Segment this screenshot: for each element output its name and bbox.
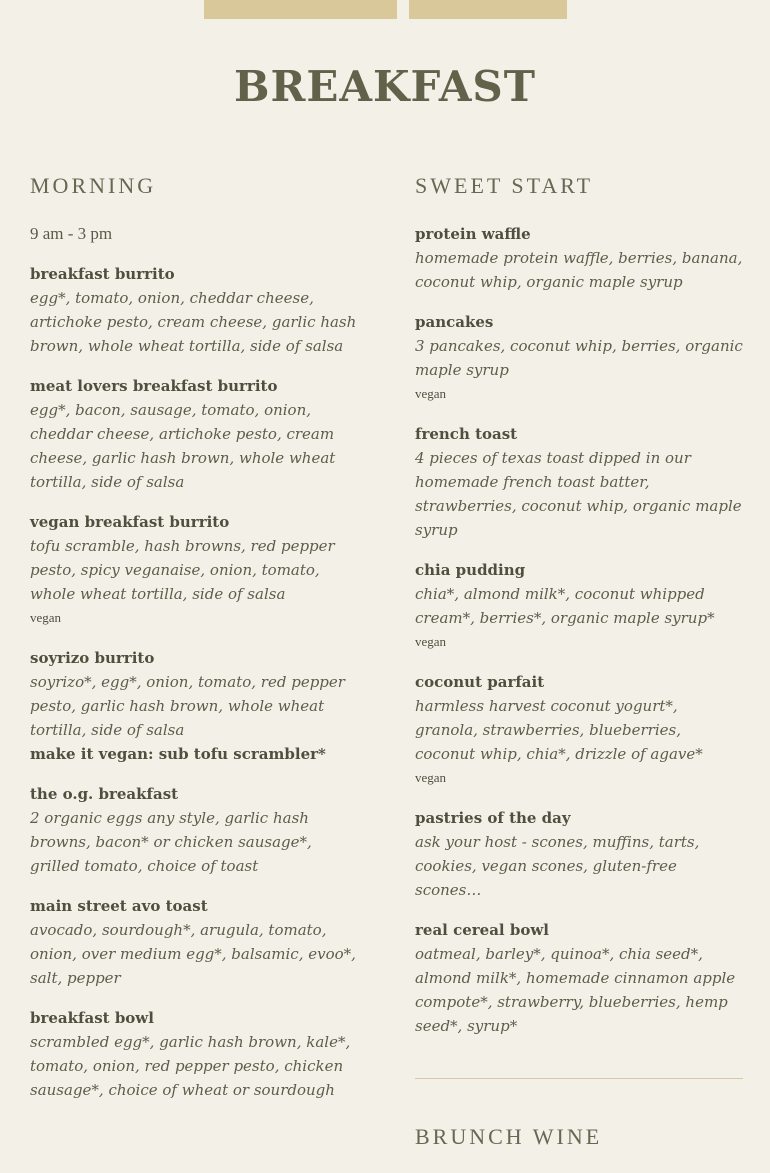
menu-item-name: breakfast bowl [30, 1009, 154, 1027]
menu-item-description: avocado, sourdough*, arugula, tomato, onion, over medium egg*, balsamic, evoo*, salt, pepper [30, 921, 356, 987]
nav-tab-right[interactable] [409, 0, 567, 19]
menu-item-description: egg*, bacon, sausage, tomato, onion, cheddar cheese, artichoke pesto, cream cheese, garlic hash brown, whole wheat tortilla, side of salsa [30, 401, 336, 491]
menu-item [415, 222, 743, 294]
menu-item-tag: vegan [415, 386, 447, 401]
menu-item [30, 510, 360, 630]
sweet-start-menu-list [415, 222, 743, 1038]
menu-item-name: pastries of the day [415, 809, 571, 827]
sweet-start-section [415, 172, 743, 1173]
brunch-wine-heading: BRUNCH WINE [415, 1124, 603, 1149]
menu-item-description: homemade protein waffle, berries, banana, coconut whip, organic maple syrup [415, 249, 743, 291]
menu-item-description: oatmeal, barley*, quinoa*, chia seed*, almond milk*, homemade cinnamon apple compote*, strawberry, blueberries, hemp seed*, syrup* [415, 945, 736, 1035]
menu-item-name: main street avo toast [30, 897, 208, 915]
menu-item-name: breakfast burrito [30, 265, 175, 283]
menu-item-tag: vegan [415, 770, 447, 785]
menu-item [415, 558, 743, 654]
menu-item-name: meat lovers breakfast burrito [30, 377, 278, 395]
menu-item [30, 894, 360, 990]
morning-section [30, 172, 360, 1118]
page-title: BREAKFAST [233, 62, 537, 111]
morning-menu-list [30, 262, 360, 1102]
menu-item [415, 310, 743, 406]
menu-item-description: 2 organic eggs any style, garlic hash browns, bacon* or chicken sausage*, grilled tomato, choice of toast [30, 809, 312, 875]
menu-item-description: 4 pieces of texas toast dipped in our homemade french toast batter, strawberries, coconut whip, organic maple syrup [415, 449, 742, 539]
menu-item [30, 1006, 360, 1102]
section-divider [415, 1078, 743, 1079]
sweet-start-heading: SWEET START [415, 173, 594, 198]
menu-item-description: egg*, tomato, onion, cheddar cheese, artichoke pesto, cream cheese, garlic hash brown, whole wheat tortilla, side of salsa [30, 289, 357, 355]
menu-item [30, 782, 360, 878]
menu-item [30, 646, 360, 766]
morning-hours: 9 am - 3 pm [30, 224, 113, 243]
menu-item [415, 918, 743, 1038]
menu-item-name: coconut parfait [415, 673, 545, 691]
menu-item-description: harmless harvest coconut yogurt*, granola, strawberries, blueberries, coconut whip, chia*, drizzle of agave* [415, 697, 703, 763]
menu-item-note: make it vegan: sub tofu scrambler* [30, 745, 326, 763]
menu-item [415, 670, 743, 790]
menu-item-name: pancakes [415, 313, 494, 331]
menu-item-description: 3 pancakes, coconut whip, berries, organic maple syrup [415, 337, 743, 379]
menu-item-name: vegan breakfast burrito [30, 513, 230, 531]
menu-item-description: scrambled egg*, garlic hash brown, kale*, tomato, onion, red pepper pesto, chicken sausage*, choice of wheat or sourdough [30, 1033, 351, 1099]
menu-item-tag: vegan [415, 634, 447, 649]
menu-item-name: the o.g. breakfast [30, 785, 179, 803]
menu-item [30, 262, 360, 358]
menu-item-description: ask your host - scones, muffins, tarts, cookies, vegan scones, gluten-free scones… [415, 833, 700, 899]
menu-item [415, 422, 743, 542]
nav-tab-left[interactable] [204, 0, 397, 19]
menu-item-name: real cereal bowl [415, 921, 549, 939]
menu-item-name: chia pudding [415, 561, 526, 579]
menu-item-name: protein waffle [415, 225, 531, 243]
morning-heading: MORNING [30, 173, 157, 198]
menu-item-tag: vegan [30, 610, 62, 625]
menu-item-description: chia*, almond milk*, coconut whipped cream*, berries*, organic maple syrup* [415, 585, 715, 627]
menu-item-name: soyrizo burrito [30, 649, 155, 667]
menu-item [415, 806, 743, 902]
menu-item-description: tofu scramble, hash browns, red pepper pesto, spicy veganaise, onion, tomato, whole wheat tortilla, side of salsa [30, 537, 335, 603]
menu-item-name: french toast [415, 425, 518, 443]
menu-item [30, 374, 360, 494]
menu-item-description: soyrizo*, egg*, onion, tomato, red pepper pesto, garlic hash brown, whole wheat tortilla, side of salsa [30, 673, 345, 739]
